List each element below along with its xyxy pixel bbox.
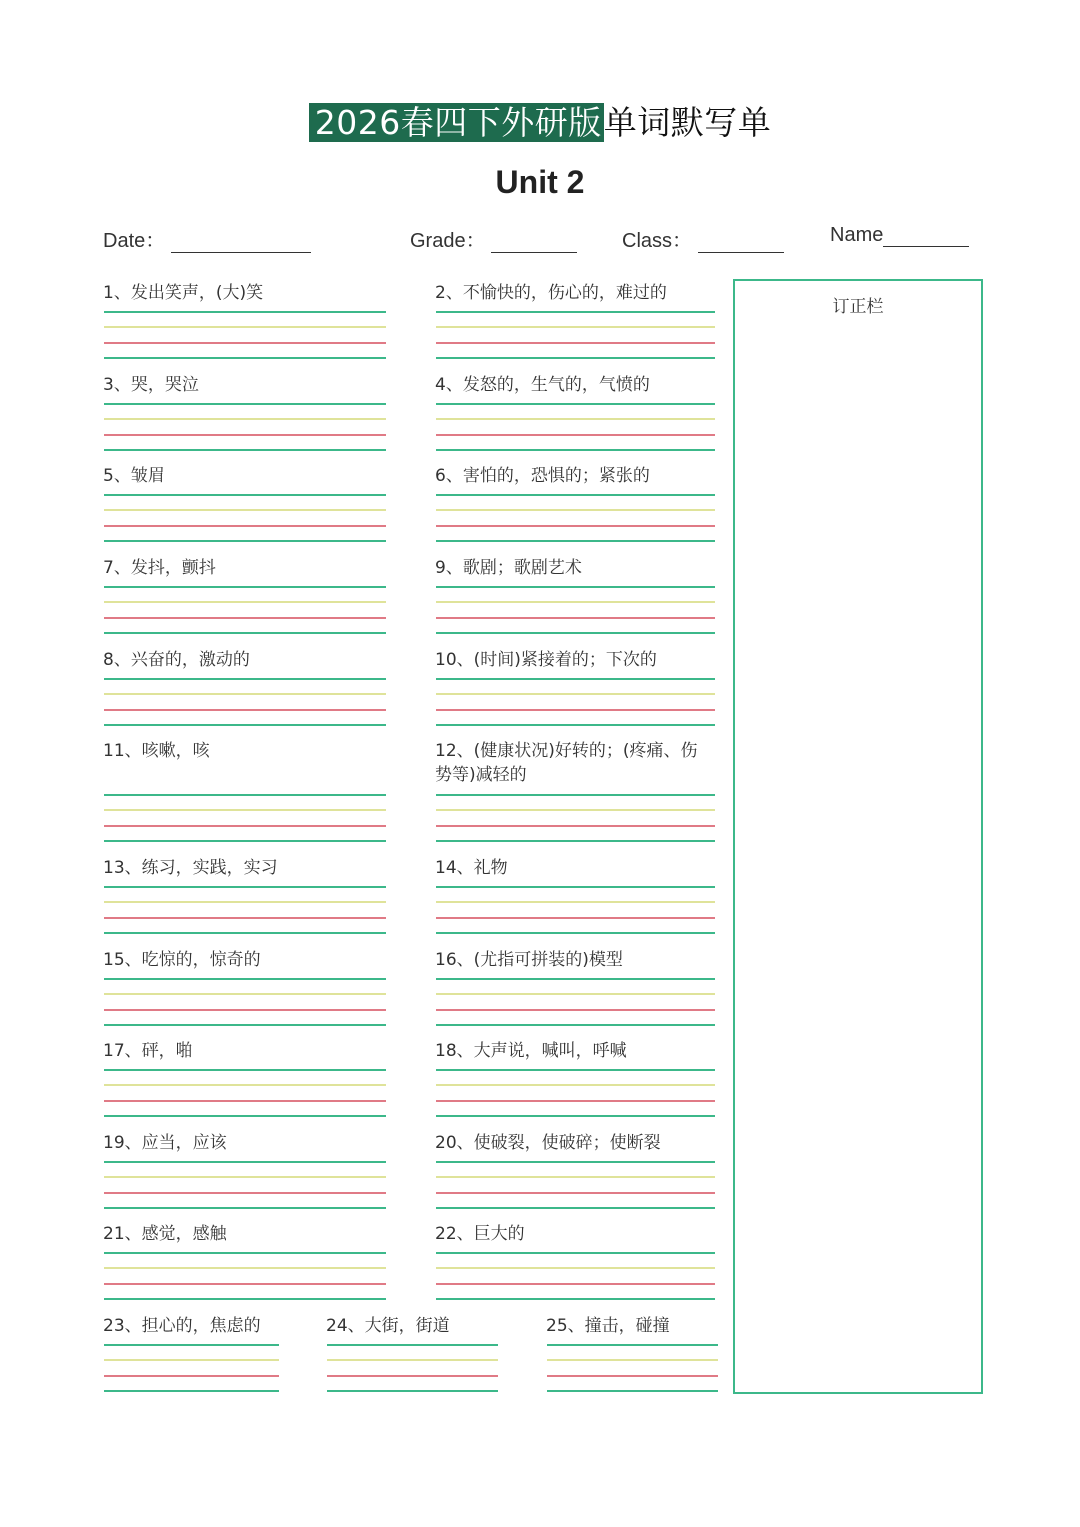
word-item: [100, 556, 386, 580]
guide-line-red: [436, 1100, 715, 1102]
word-prompt: 11、咳嗽，咳: [103, 741, 210, 761]
writing-lines[interactable]: [104, 1344, 279, 1392]
guide-line-yellow: [104, 809, 386, 811]
guide-line-green: [436, 494, 715, 496]
word-item: [432, 464, 715, 488]
guide-line-yellow: [436, 1176, 715, 1178]
guide-line-red: [436, 525, 715, 527]
guide-line-yellow: [436, 326, 715, 328]
writing-lines[interactable]: [104, 586, 386, 634]
writing-lines[interactable]: [104, 494, 386, 542]
guide-line-yellow: [104, 326, 386, 328]
guide-line-red: [104, 1009, 386, 1011]
grade-field: [410, 224, 577, 253]
word-prompt: 9、歌剧；歌剧艺术: [435, 558, 582, 578]
guide-line-green: [436, 311, 715, 313]
writing-lines[interactable]: [104, 311, 386, 359]
guide-line-green: [104, 1344, 279, 1346]
guide-line-green: [104, 1161, 386, 1163]
guide-line-yellow: [104, 1267, 386, 1269]
name-label: Name: [830, 224, 884, 246]
guide-line-green: [436, 978, 715, 980]
guide-line-green: [436, 1069, 715, 1071]
guide-line-red: [436, 1009, 715, 1011]
guide-line-green: [104, 357, 386, 359]
guide-line-green: [104, 724, 386, 726]
word-prompt: 6、害怕的，恐惧的；紧张的: [435, 466, 650, 486]
guide-line-red: [436, 917, 715, 919]
class-label: Class：: [622, 230, 693, 252]
writing-lines[interactable]: [104, 1161, 386, 1209]
guide-line-yellow: [436, 601, 715, 603]
guide-line-green: [436, 1115, 715, 1117]
guide-line-green: [104, 1024, 386, 1026]
guide-line-yellow: [436, 809, 715, 811]
guide-line-yellow: [436, 509, 715, 511]
guide-line-green: [104, 840, 386, 842]
guide-line-green: [104, 978, 386, 980]
guide-line-green: [547, 1344, 718, 1346]
guide-line-red: [104, 342, 386, 344]
word-item: [100, 648, 386, 672]
writing-lines[interactable]: [436, 586, 715, 634]
word-item: [432, 648, 715, 672]
guide-line-green: [436, 886, 715, 888]
guide-line-yellow: [327, 1359, 498, 1361]
guide-line-red: [104, 709, 386, 711]
guide-line-green: [104, 494, 386, 496]
grade-label: Grade：: [410, 230, 486, 252]
word-item: [100, 948, 386, 972]
word-item: [100, 1222, 386, 1246]
grade-blank[interactable]: [491, 234, 577, 253]
guide-line-green: [104, 632, 386, 634]
writing-lines[interactable]: [104, 794, 386, 842]
writing-lines[interactable]: [436, 1069, 715, 1117]
guide-line-green: [104, 1252, 386, 1254]
guide-line-green: [104, 932, 386, 934]
guide-line-yellow: [104, 693, 386, 695]
guide-line-green: [436, 586, 715, 588]
word-item: [543, 1314, 718, 1338]
word-item: [432, 373, 715, 397]
word-prompt: 4、发怒的，生气的，气愤的: [435, 375, 650, 395]
guide-line-green: [436, 1252, 715, 1254]
guide-line-yellow: [104, 1084, 386, 1086]
guide-line-yellow: [436, 418, 715, 420]
guide-line-green: [436, 1161, 715, 1163]
word-prompt: 8、兴奋的，激动的: [103, 650, 250, 670]
writing-lines[interactable]: [327, 1344, 498, 1392]
guide-line-yellow: [104, 509, 386, 511]
guide-line-green: [104, 540, 386, 542]
guide-line-green: [104, 678, 386, 680]
word-item: [432, 948, 715, 972]
word-prompt: 1、发出笑声，(大)笑: [103, 283, 264, 303]
guide-line-red: [547, 1375, 718, 1377]
word-prompt: 25、撞击，碰撞: [546, 1316, 670, 1336]
guide-line-green: [436, 1024, 715, 1026]
word-item: [432, 1131, 715, 1155]
guide-line-red: [104, 825, 386, 827]
guide-line-green: [436, 1207, 715, 1209]
word-item: [100, 1314, 279, 1338]
guide-line-green: [436, 632, 715, 634]
guide-line-yellow: [547, 1359, 718, 1361]
writing-lines[interactable]: [436, 1161, 715, 1209]
guide-line-green: [104, 586, 386, 588]
guide-line-red: [436, 1192, 715, 1194]
guide-line-green: [436, 1298, 715, 1300]
class-field: [622, 224, 784, 253]
guide-line-yellow: [436, 993, 715, 995]
word-item: [100, 373, 386, 397]
word-prompt: 7、发抖，颤抖: [103, 558, 216, 578]
guide-line-yellow: [436, 1084, 715, 1086]
guide-line-green: [104, 886, 386, 888]
guide-line-red: [436, 1283, 715, 1285]
writing-lines[interactable]: [436, 978, 715, 1026]
guide-line-green: [104, 1390, 279, 1392]
correction-box[interactable]: [733, 279, 983, 1394]
word-prompt: 17、砰，啪: [103, 1041, 193, 1061]
guide-line-green: [436, 449, 715, 451]
writing-lines[interactable]: [104, 1252, 386, 1300]
guide-line-green: [104, 449, 386, 451]
word-prompt: 14、礼物: [435, 858, 508, 878]
guide-line-red: [436, 434, 715, 436]
guide-line-red: [436, 709, 715, 711]
word-prompt: 2、不愉快的，伤心的，难过的: [435, 283, 667, 303]
date-blank[interactable]: [171, 234, 311, 253]
guide-line-yellow: [104, 1359, 279, 1361]
word-prompt: 22、巨大的: [435, 1224, 525, 1244]
word-prompt: 13、练习，实践，实习: [103, 858, 278, 878]
word-prompt: 12、(健康状况)好转的；(疼痛、伤势等)减轻的: [435, 741, 698, 785]
date-label: Date：: [103, 230, 166, 252]
guide-line-yellow: [104, 901, 386, 903]
guide-line-yellow: [436, 1267, 715, 1269]
word-prompt: 24、大街，街道: [326, 1316, 450, 1336]
word-prompt: 19、应当，应该: [103, 1133, 227, 1153]
guide-line-green: [436, 540, 715, 542]
guide-line-red: [436, 342, 715, 344]
word-item: [100, 856, 386, 880]
word-prompt: 20、使破裂，使破碎；使断裂: [435, 1133, 661, 1153]
title-highlight: 2026春四下外研版: [309, 103, 604, 142]
guide-line-yellow: [104, 418, 386, 420]
guide-line-yellow: [436, 693, 715, 695]
word-prompt: 18、大声说，喊叫，呼喊: [435, 1041, 627, 1061]
date-field: [103, 224, 311, 253]
guide-line-green: [436, 840, 715, 842]
writing-lines[interactable]: [436, 794, 715, 842]
guide-line-green: [436, 357, 715, 359]
word-prompt: 21、感觉，感触: [103, 1224, 227, 1244]
word-item: [432, 1222, 715, 1246]
writing-lines[interactable]: [104, 886, 386, 934]
word-prompt: 10、(时间)紧接着的；下次的: [435, 650, 657, 670]
guide-line-green: [547, 1390, 718, 1392]
guide-line-red: [104, 434, 386, 436]
word-item: [323, 1314, 498, 1338]
writing-lines[interactable]: [104, 403, 386, 451]
guide-line-green: [327, 1390, 498, 1392]
writing-lines[interactable]: [547, 1344, 718, 1392]
writing-lines[interactable]: [104, 678, 386, 726]
title-rest: 单词默写单: [603, 103, 772, 142]
guide-line-red: [104, 917, 386, 919]
word-prompt: 16、(尤指可拼装的)模型: [435, 950, 623, 970]
word-item: [432, 281, 715, 305]
word-item: [432, 556, 715, 580]
writing-lines[interactable]: [104, 1069, 386, 1117]
word-item: [100, 1039, 386, 1063]
writing-lines[interactable]: [436, 403, 715, 451]
guide-line-green: [436, 794, 715, 796]
writing-lines[interactable]: [436, 311, 715, 359]
worksheet-title: [0, 97, 1080, 149]
word-prompt: 15、吃惊的，惊奇的: [103, 950, 261, 970]
guide-line-green: [104, 403, 386, 405]
correction-label: 订正栏: [832, 297, 884, 317]
guide-line-red: [104, 1100, 386, 1102]
guide-line-green: [104, 794, 386, 796]
guide-line-green: [327, 1344, 498, 1346]
guide-line-yellow: [104, 601, 386, 603]
guide-line-green: [104, 1298, 386, 1300]
guide-line-red: [104, 1192, 386, 1194]
guide-line-red: [104, 525, 386, 527]
guide-line-green: [436, 678, 715, 680]
guide-line-green: [104, 1207, 386, 1209]
guide-line-green: [436, 932, 715, 934]
name-blank[interactable]: [883, 228, 969, 247]
writing-lines[interactable]: [104, 978, 386, 1026]
class-blank[interactable]: [698, 234, 784, 253]
word-prompt: 3、哭，哭泣: [103, 375, 199, 395]
guide-line-red: [104, 617, 386, 619]
word-prompt: 5、皱眉: [103, 466, 165, 486]
guide-line-red: [104, 1283, 386, 1285]
guide-line-green: [104, 1069, 386, 1071]
guide-line-yellow: [104, 993, 386, 995]
guide-line-red: [436, 617, 715, 619]
guide-line-green: [436, 403, 715, 405]
writing-lines[interactable]: [436, 494, 715, 542]
unit-heading: Unit 2: [495, 164, 585, 200]
guide-line-red: [327, 1375, 498, 1377]
guide-line-green: [436, 724, 715, 726]
guide-line-yellow: [436, 901, 715, 903]
word-item: [432, 856, 715, 880]
writing-lines[interactable]: [436, 1252, 715, 1300]
guide-line-red: [436, 825, 715, 827]
guide-line-yellow: [104, 1176, 386, 1178]
word-item: [100, 281, 386, 305]
word-item: [432, 1039, 715, 1063]
guide-line-green: [104, 1115, 386, 1117]
guide-line-red: [104, 1375, 279, 1377]
word-item: [100, 464, 386, 488]
writing-lines[interactable]: [436, 886, 715, 934]
word-item: [432, 739, 715, 787]
word-prompt: 23、担心的，焦虑的: [103, 1316, 261, 1336]
guide-line-green: [104, 311, 386, 313]
word-item: [100, 739, 386, 763]
word-item: [100, 1131, 386, 1155]
name-field: [830, 224, 969, 247]
writing-lines[interactable]: [436, 678, 715, 726]
